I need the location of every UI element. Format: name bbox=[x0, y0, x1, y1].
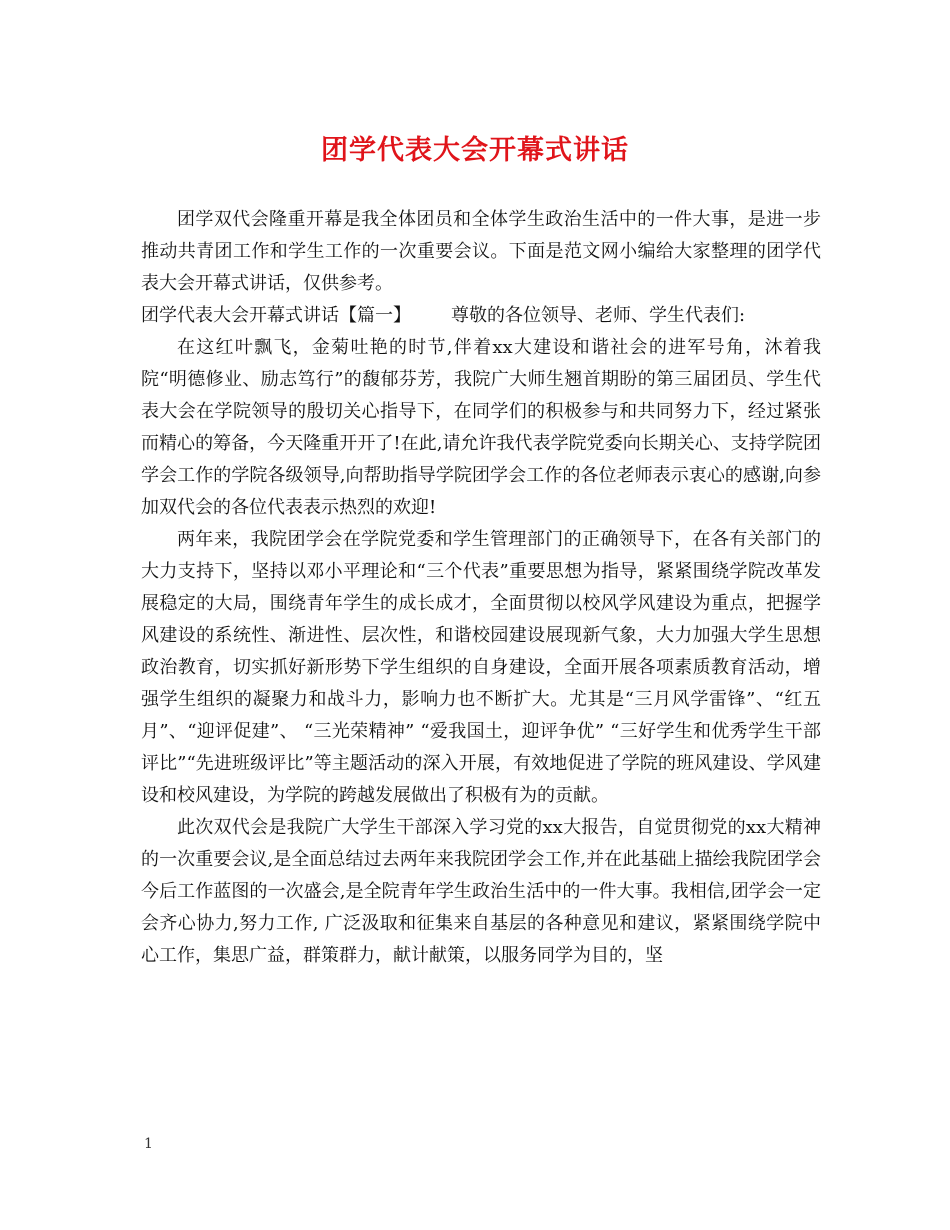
section-heading: 团学代表大会开幕式讲话【篇一】 bbox=[141, 305, 411, 326]
intro-paragraph: 团学双代会隆重开幕是我全体团员和全体学生政治生活中的一件大事，是进一步推动共青团工作和学生工作的一次重要会议。下面是范文网小编给大家整理的团学代表大会开幕式讲话，仅供参考。 bbox=[141, 209, 821, 294]
page-title: 团学代表大会开幕式讲话 bbox=[321, 135, 629, 166]
body-paragraph-1: 在这红叶飘飞，金菊吐艳的时节,伴着xx大建设和谐社会的进军号角，沐着我院“明德修业、励志笃行”的馥郁芬芳，我院广大师生翘首期盼的第三届团员、学生代表大会在学院领导的殷切关心指导下，在同学们的积极参与和共同努力下，经过紧张而精心的筹备，今天隆重开开了!在此,请允许我代表学院党委向长期关心、支持学院团学会工作的学院各级领导,向帮助指导学院团学会工作的各位老师表示衷心的感谢,向参加双代会的各位代表表示热烈的欢迎! bbox=[141, 337, 821, 518]
body-paragraph-3: 此次双代会是我院广大学生干部深入学习党的xx大报告，自觉贯彻党的xx大精神的一次重要会议,是全面总结过去两年来我院团学会工作,并在此基础上描绘我院团学会今后工作蓝图的一次盛会,是全院青年学生政治生活中的一件大事。我相信,团学会一定会齐心协力,努力工作, 广泛汲取和征集来自基层的各种意见和建议，紧紧围绕学院中心工作，集思广益，群策群力，献计献策，以服务同学为目的，坚 bbox=[141, 817, 821, 966]
salutation: 尊敬的各位领导、老师、学生代表们: bbox=[451, 305, 746, 326]
page-number: 1 bbox=[144, 1136, 153, 1152]
section-heading-line bbox=[141, 300, 821, 332]
document-body bbox=[141, 204, 821, 972]
body-paragraph-2: 两年来，我院团学会在学院党委和学生管理部门的正确领导下，在各有关部门的大力支持下，坚持以邓小平理论和“三个代表”重要思想为指导，紧紧围绕学院改革发展稳定的大局，围绕青年学生的成长成才，全面贯彻以校风学风建设为重点，把握学风建设的系统性、渐进性、层次性，和谐校园建设展现新气象，大力加强大学生思想政治教育，切实抓好新形势下学生组织的自身建设，全面开展各项素质教育活动，增强学生组织的凝聚力和战斗力，影响力也不断扩大。尤其是“三月风学雷锋”、“红五月”、“迎评促建”、 “三光荣精神” “爱我国土，迎评争优” “三好学生和优秀学生干部评比”“先进班级评比”等主题活动的深入开展，有效地促进了学院的班风建设、学风建设和校风建设，为学院的跨越发展做出了积极有为的贡献。 bbox=[141, 529, 821, 806]
